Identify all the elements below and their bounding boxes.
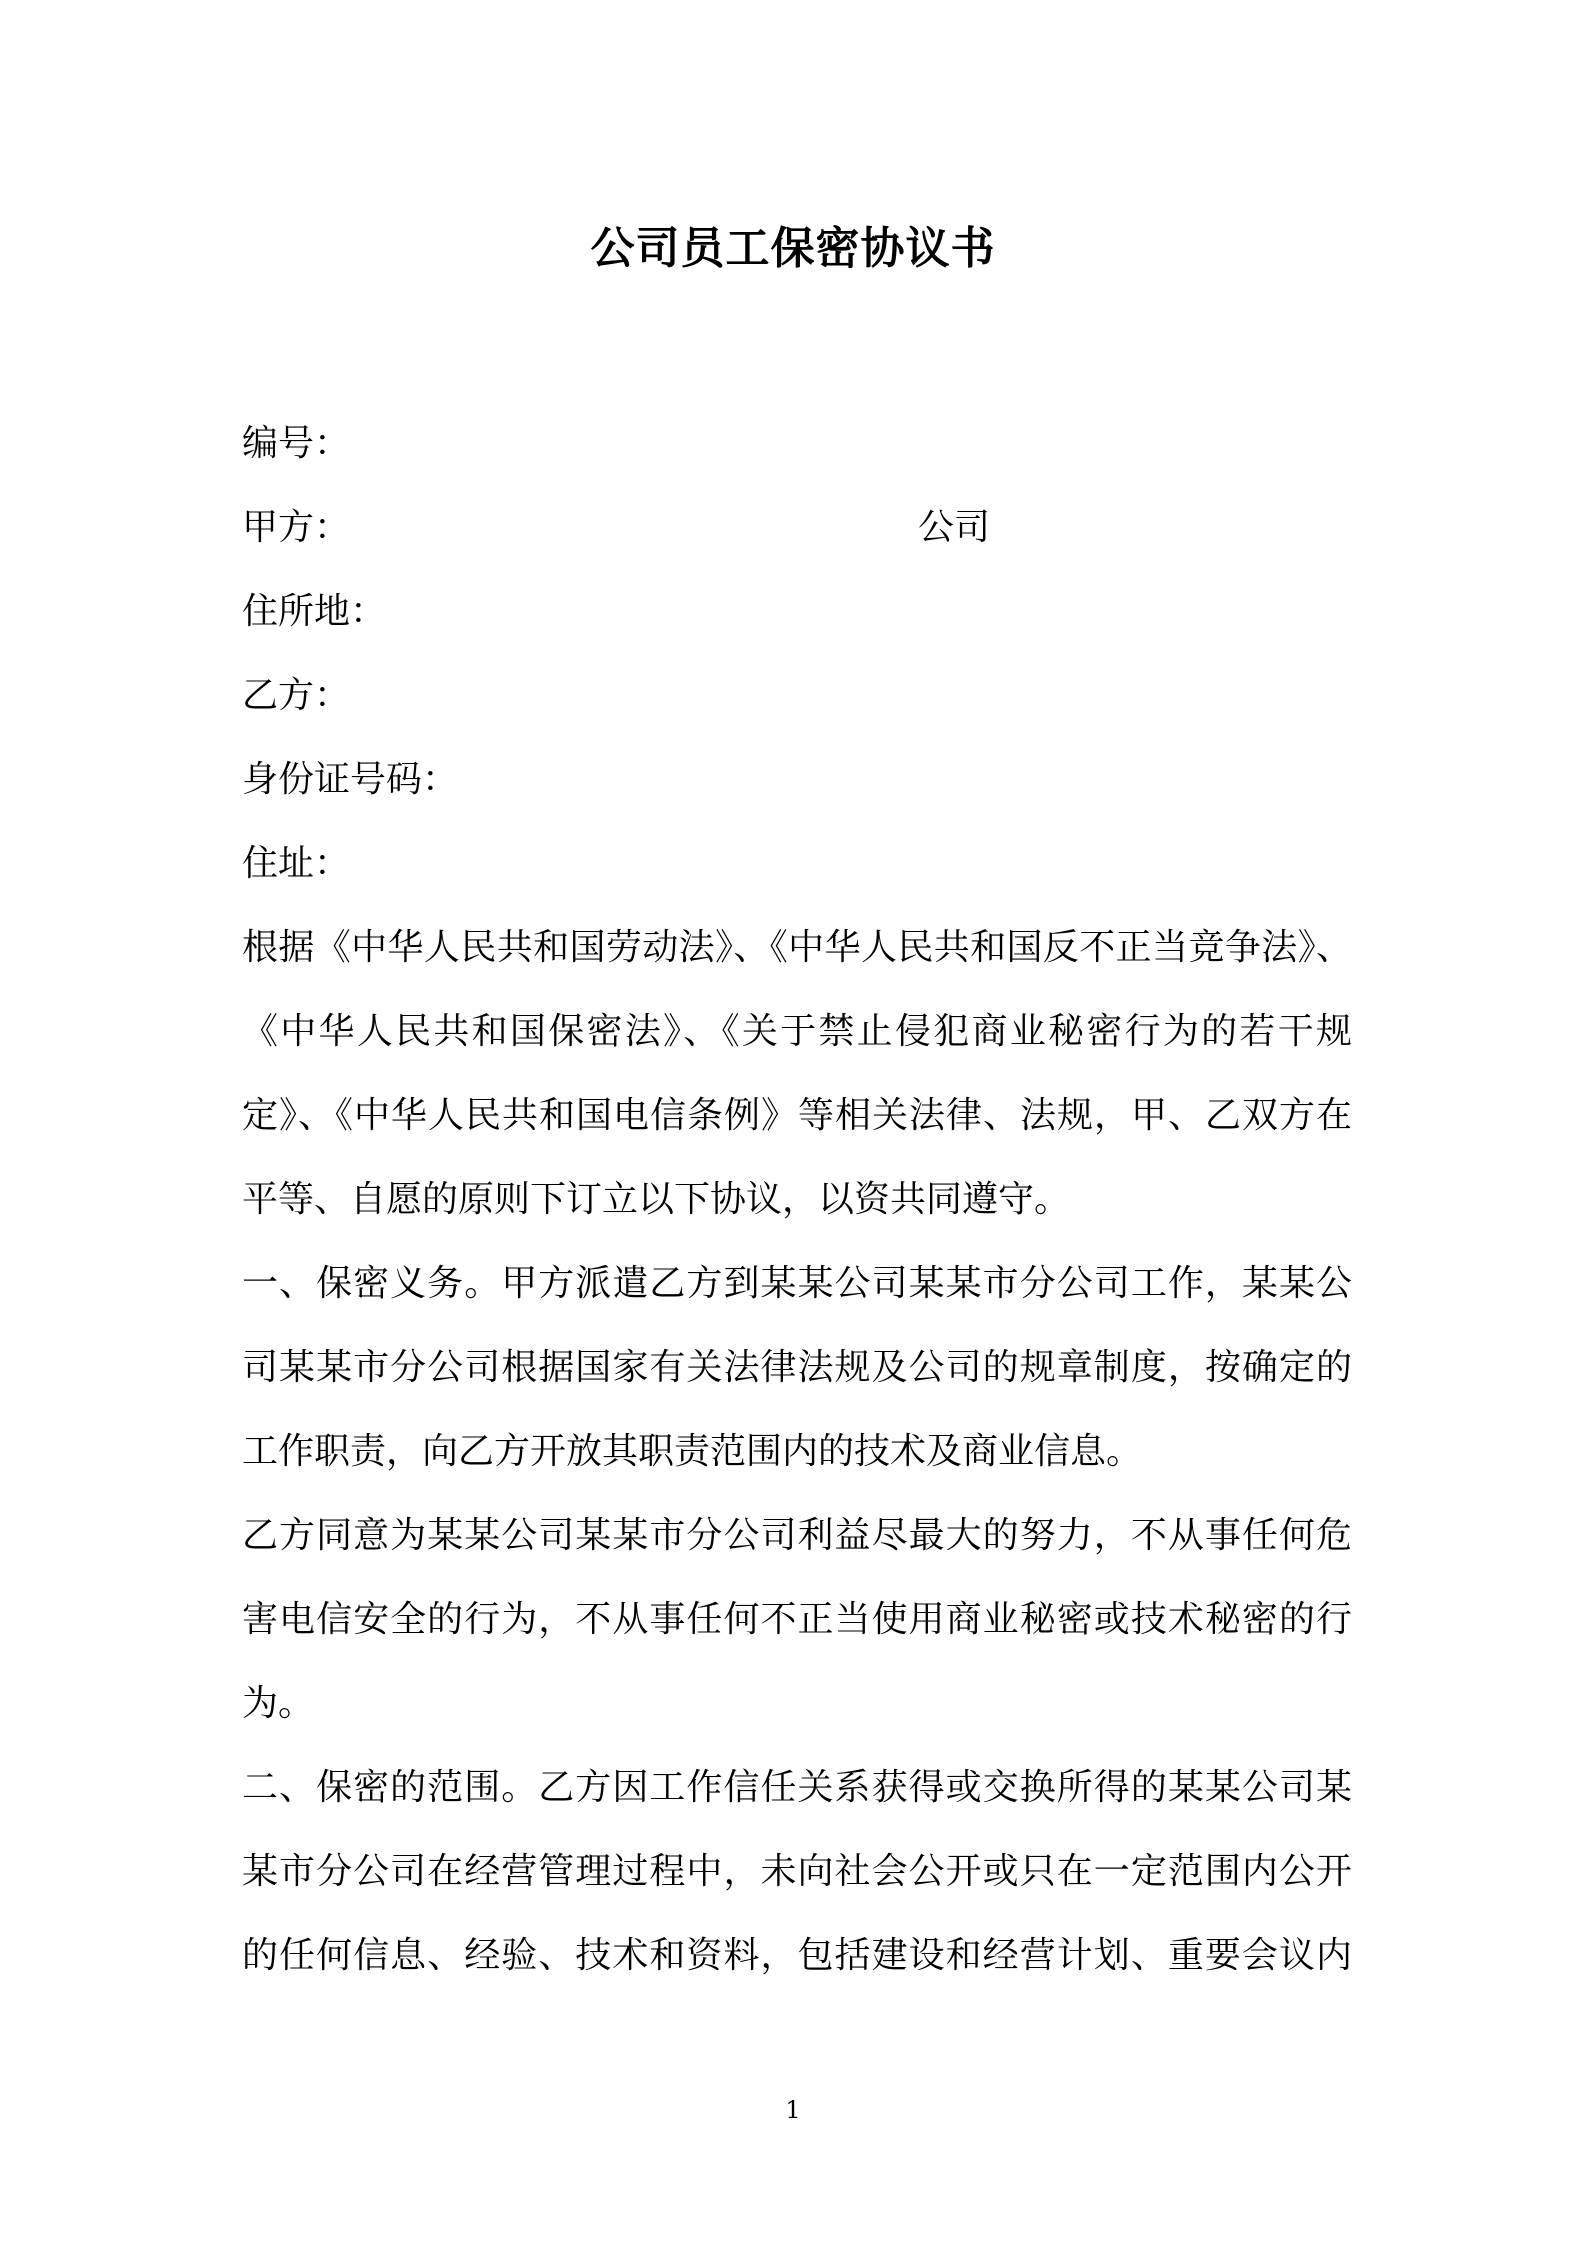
paragraph-line: 害电信安全的行为，不从事任何不正当使用商业秘密或技术秘密的行 (242, 1599, 1352, 1640)
paragraph-line: 《中华人民共和国保密法》、《关于禁止侵犯商业秘密行为的若干规 (242, 1011, 1352, 1052)
paragraph-line: 的任何信息、经验、技术和资料，包括建设和经营计划、重要会议内 (242, 1935, 1352, 1976)
page-number: 1 (785, 2096, 801, 2124)
party-a-field (242, 486, 1352, 570)
address-field: 住所地： (242, 591, 387, 632)
party-b-field: 乙方： (242, 675, 351, 716)
paragraph-line: 为。 (242, 1683, 315, 1724)
paragraph-line: 某市分公司在经营管理过程中，未向社会公开或只在一定范围内公开 (242, 1851, 1352, 1892)
section-1b-paragraph (242, 1494, 1352, 1746)
paragraph-line: 乙方同意为某某公司某某市分公司利益尽最大的努力，不从事任何危 (242, 1515, 1352, 1556)
paragraph-line: 一、保密义务。甲方派遣乙方到某某公司某某市分公司工作，某某公 (242, 1263, 1352, 1304)
number-field: 编号： (242, 423, 351, 464)
paragraph-line: 工作职责，向乙方开放其职责范围内的技术及商业信息。 (242, 1431, 1143, 1472)
paragraph-line: 根据《中华人民共和国劳动法》、《中华人民共和国反不正当竞争法》、 (242, 927, 1352, 968)
document-title: 公司员工保密协议书 (590, 223, 996, 274)
paragraph-line: 平等、自愿的原则下订立以下协议，以资共同遵守。 (242, 1179, 1071, 1220)
preamble-paragraph (242, 906, 1352, 1242)
section-1-paragraph (242, 1242, 1352, 1494)
party-a-company: 公司 (918, 507, 991, 548)
residence-field: 住址： (242, 843, 351, 884)
paragraph-line: 定》、《中华人民共和国电信条例》等相关法律、法规，甲、乙双方在 (242, 1095, 1352, 1136)
paragraph-line: 司某某市分公司根据国家有关法律法规及公司的规章制度，按确定的 (242, 1347, 1352, 1388)
party-a-label: 甲方： (242, 507, 351, 548)
id-number-field: 身份证号码： (242, 759, 459, 800)
paragraph-line: 二、保密的范围。乙方因工作信任关系获得或交换所得的某某公司某 (242, 1767, 1352, 1808)
document-body (242, 402, 1352, 1998)
section-2-paragraph (242, 1746, 1352, 1998)
